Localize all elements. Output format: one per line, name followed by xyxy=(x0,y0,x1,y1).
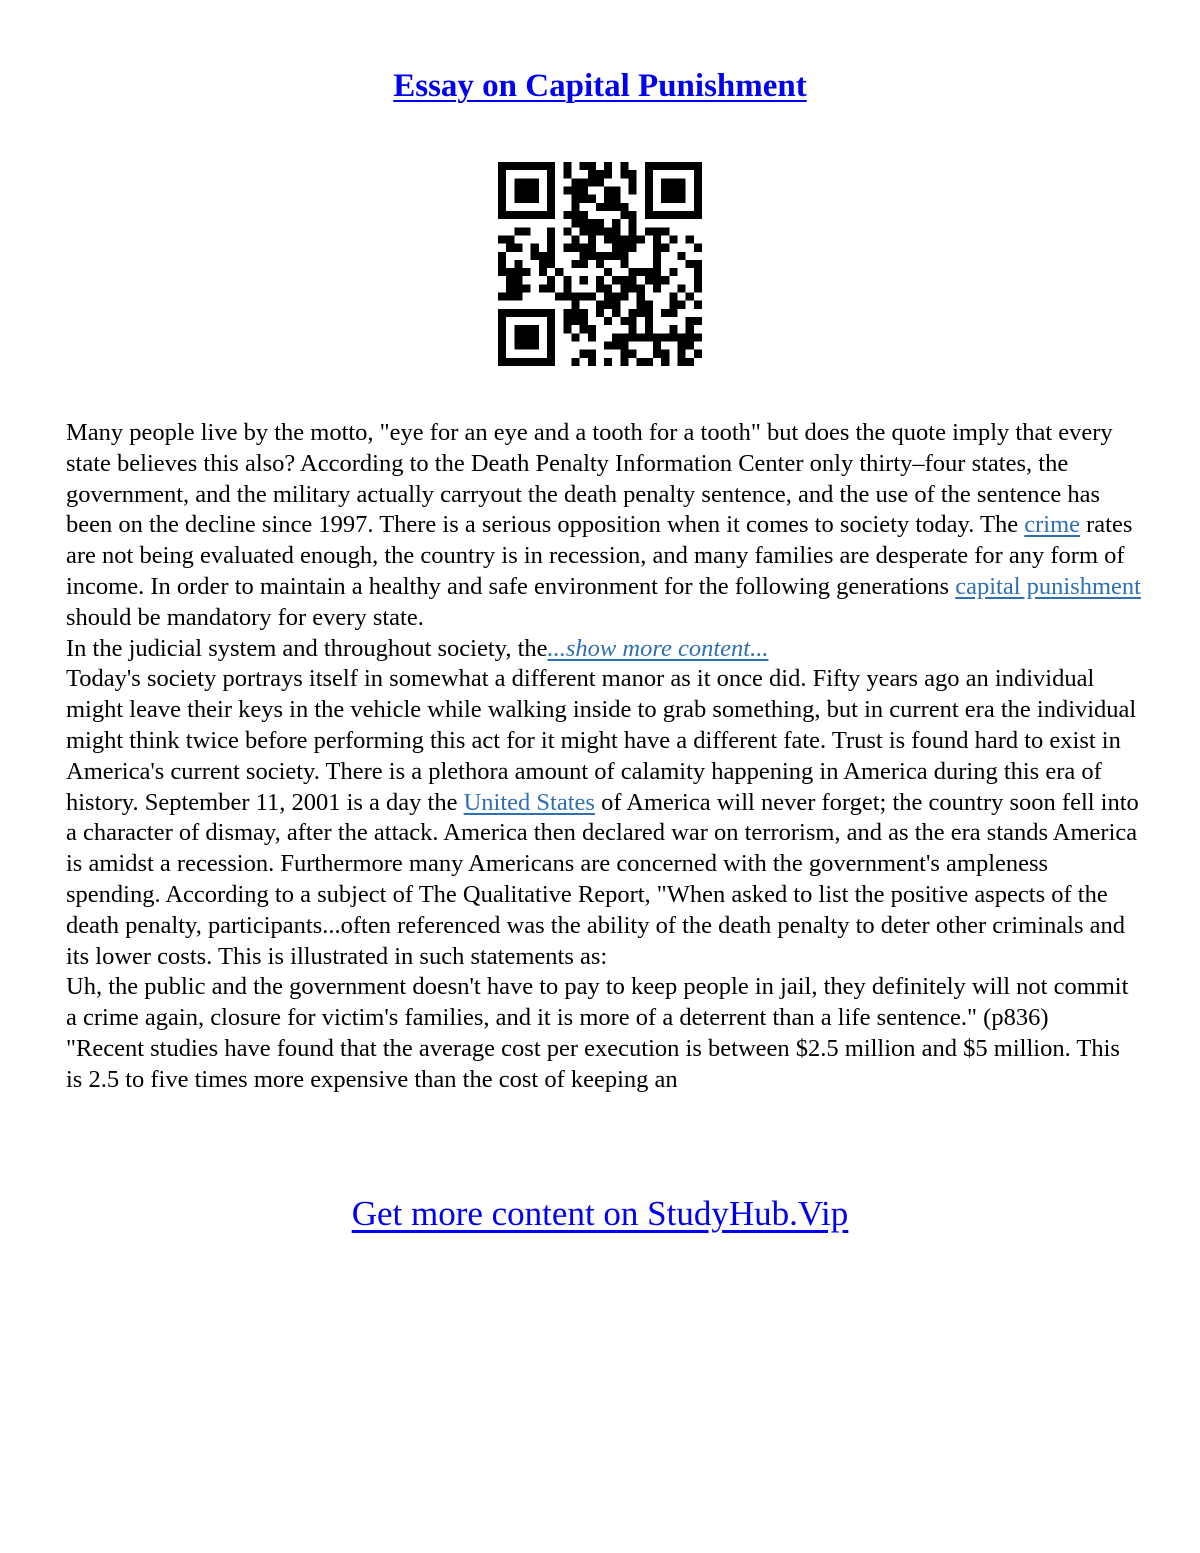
show-more-link[interactable]: ...show more content... xyxy=(547,634,769,662)
paragraph-quote xyxy=(66,972,1141,1034)
paragraph-text: In the judicial system and throughout society, the xyxy=(66,634,548,662)
essay-body xyxy=(66,418,1141,1096)
paragraph-cost xyxy=(66,1034,1141,1096)
paragraph-text: should be mandatory for every state. xyxy=(66,603,424,631)
capital-punishment-link[interactable]: capital punishment xyxy=(955,572,1141,600)
paragraph-text: Uh, the public and the government doesn't have to pay to keep people in jail, they definitely will not commit a crime again, closure for victim's families, and it is more of a deterrent than a life sentence." (p836) xyxy=(66,973,1129,1032)
footer xyxy=(0,1192,1200,1236)
crime-link[interactable]: crime xyxy=(1024,511,1081,539)
title-link[interactable]: Essay on Capital Punishment xyxy=(393,68,807,104)
page-title xyxy=(0,66,1200,106)
paragraph-judicial xyxy=(66,634,1141,665)
paragraph-text: Today's society portrays itself in somewhat a different manor as it once did. Fifty years ago an individual might leave their keys in the vehicle while walking inside to grab something, but in current era the individual might think twice before performing this act for it might have a different fate. Trust is found hard to exist in America's current society. There is a plethora amount of calamity happening in America during this era of history. September 11, 2001 is a day the xyxy=(66,665,1137,816)
paragraph-text: rates are not being evaluated enough, the country is in recession, and many families are desperate for any form of income. In order to maintain a healthy and safe environment for the following generations xyxy=(66,511,1133,600)
united-states-link[interactable]: United States xyxy=(463,788,595,816)
qr-code-icon xyxy=(498,162,702,366)
paragraph-text: "Recent studies have found that the average cost per execution is between $2.5 million and $5 million. This is 2.5 to five times more expensive than the cost of keeping an xyxy=(66,1034,1120,1093)
studyhub-link[interactable]: Get more content on StudyHub.Vip xyxy=(351,1194,849,1233)
paragraph-intro xyxy=(66,418,1141,634)
paragraph-text: Many people live by the motto, "eye for an eye and a tooth for a tooth" but does the quote imply that every state believes this also? According to the Death Penalty Information Center only thirty–four states, the government, and the military actually carryout the death penalty sentence, and the use of the sentence has been on the decline since 1997. There is a serious opposition when it comes to society today. The xyxy=(66,419,1113,539)
paragraph-society xyxy=(66,664,1141,972)
paragraph-text: of America will never forget; the country soon fell into a character of dismay, after the attack. America then declared war on terrorism, and as the era stands America is amidst a recession. Furthermore many Americans are concerned with the government's ampleness spending. According to a subject of The Qualitative Report, "When asked to list the positive aspects of the death penalty, participants...often referenced was the ability of the death penalty to deter other criminals and its lower costs. This is illustrated in such statements as: xyxy=(66,788,1139,970)
